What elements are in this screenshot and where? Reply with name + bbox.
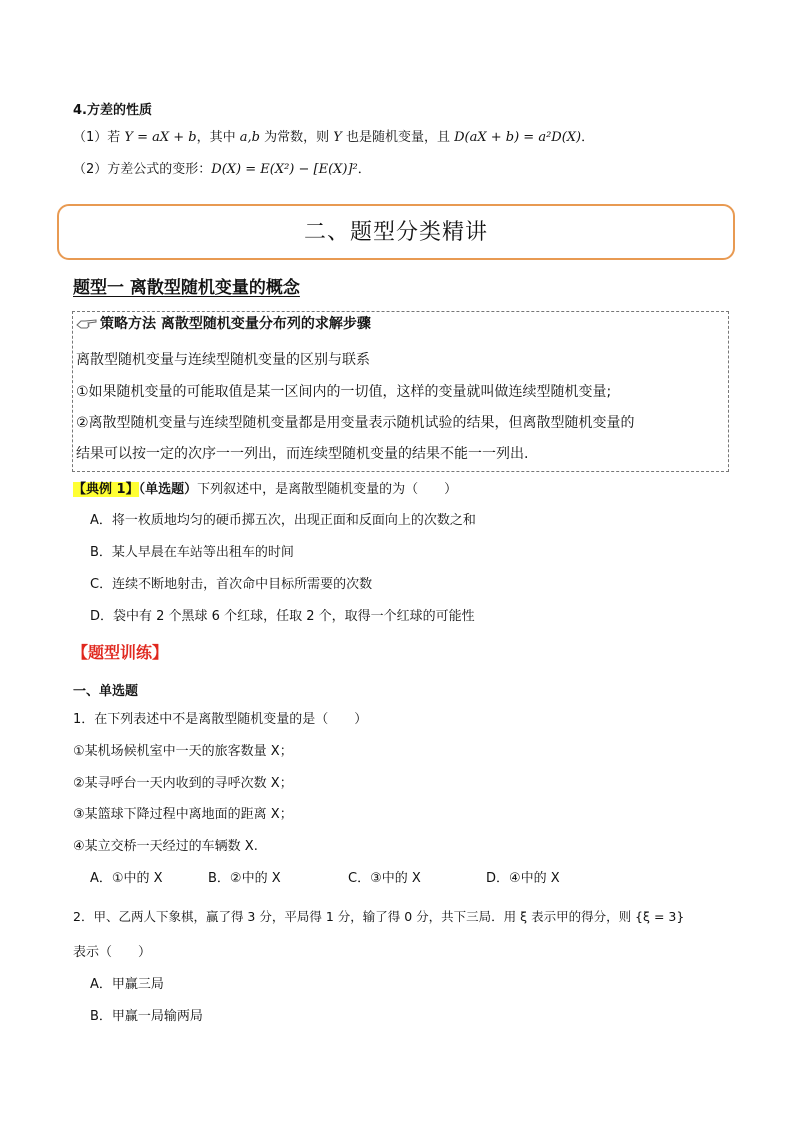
q2-option-b: B．甲赢一局输两局	[90, 1009, 203, 1024]
strategy-line-2: ①如果随机变量的可能取值是某一区间内的一切值，这样的变量就叫做连续型随机变量;	[76, 384, 612, 400]
text: ，其中	[196, 130, 240, 145]
example-question: 下列叙述中，是离散型随机变量的为（ ）	[197, 482, 458, 497]
example-1	[73, 481, 457, 499]
q1-item-1: ①某机场候机室中一天的旅客数量 X；	[73, 744, 293, 759]
q2-stem-line-1: 2．甲、乙两人下象棋，赢了得 3 分，平局得 1 分，输了得 0 分，共下三局．用 ξ 表示甲的得分，则 {ξ = 3}	[73, 909, 685, 924]
example-option-d: D．袋中有 2 个黑球 6 个红球，任取 2 个，取得一个红球的可能性	[90, 609, 475, 624]
variance-property-1	[73, 129, 594, 147]
q1-option-d: D．④中的 X	[486, 871, 560, 886]
pointing-hand-icon	[76, 316, 98, 332]
training-subheading: 一、单选题	[73, 684, 139, 699]
variance-heading: 4.方差的性质	[73, 103, 152, 118]
text: ．	[581, 130, 595, 145]
q1-item-4: ④某立交桥一天经过的车辆数 X.	[73, 839, 258, 854]
q2-stem-line-2: 表示（ ）	[73, 945, 152, 960]
q2-option-a: A．甲赢三局	[90, 977, 164, 992]
example-option-b: B．某人早晨在车站等出租车的时间	[90, 545, 294, 560]
formula: D(aX + b) = a²D(X)	[454, 130, 582, 145]
formula: Y = aX + b	[124, 130, 197, 145]
example-tag: 【典例 1】	[73, 482, 139, 497]
q1-option-c: C．③中的 X	[348, 871, 421, 886]
formula: Y	[333, 130, 342, 145]
formula: a,b	[239, 130, 260, 145]
text: 为常数，则	[260, 130, 334, 145]
strategy-line-1: 离散型随机变量与连续型随机变量的区别与联系	[76, 352, 370, 368]
example-option-a: A．将一枚质地均匀的硬币掷五次，出现正面和反面向上的次数之和	[90, 513, 476, 528]
formula: D(X) = E(X²) − [E(X)]²	[211, 162, 358, 177]
q1-item-3: ③某篮球下降过程中离地面的距离 X；	[73, 807, 293, 822]
banner-title: 二、题型分类精讲	[303, 220, 488, 245]
section-title: 题型一 离散型随机变量的概念	[73, 278, 300, 298]
text: ．	[357, 162, 371, 177]
q1-option-b: B．②中的 X	[208, 871, 281, 886]
strategy-line-3: ②离散型随机变量与连续型随机变量都是用变量表示随机试验的结果，但离散型随机变量的	[76, 415, 635, 431]
text: 也是随机变量，且	[341, 130, 455, 145]
pointing-hand-icon-svg	[76, 316, 98, 330]
example-type: （单选题）	[138, 482, 198, 497]
strategy-line-4: 结果可以按一定的次序一一列出，而连续型随机变量的结果不能一一列出.	[76, 446, 529, 462]
text: （2）方差公式的变形：	[73, 162, 212, 177]
q1-option-a: A．①中的 X	[90, 871, 163, 886]
variance-property-2	[73, 161, 371, 179]
strategy-title: 策略方法 离散型随机变量分布列的求解步骤	[100, 316, 371, 332]
training-title: 【题型训练】	[72, 643, 169, 662]
example-option-c: C．连续不断地射击，首次命中目标所需要的次数	[90, 577, 373, 592]
text: （1）若	[73, 130, 125, 145]
section-banner	[57, 204, 735, 260]
q1-stem: 1．在下列表述中不是离散型随机变量的是（ ）	[73, 712, 368, 727]
q1-item-2: ②某寻呼台一天内收到的寻呼次数 X；	[73, 776, 293, 791]
